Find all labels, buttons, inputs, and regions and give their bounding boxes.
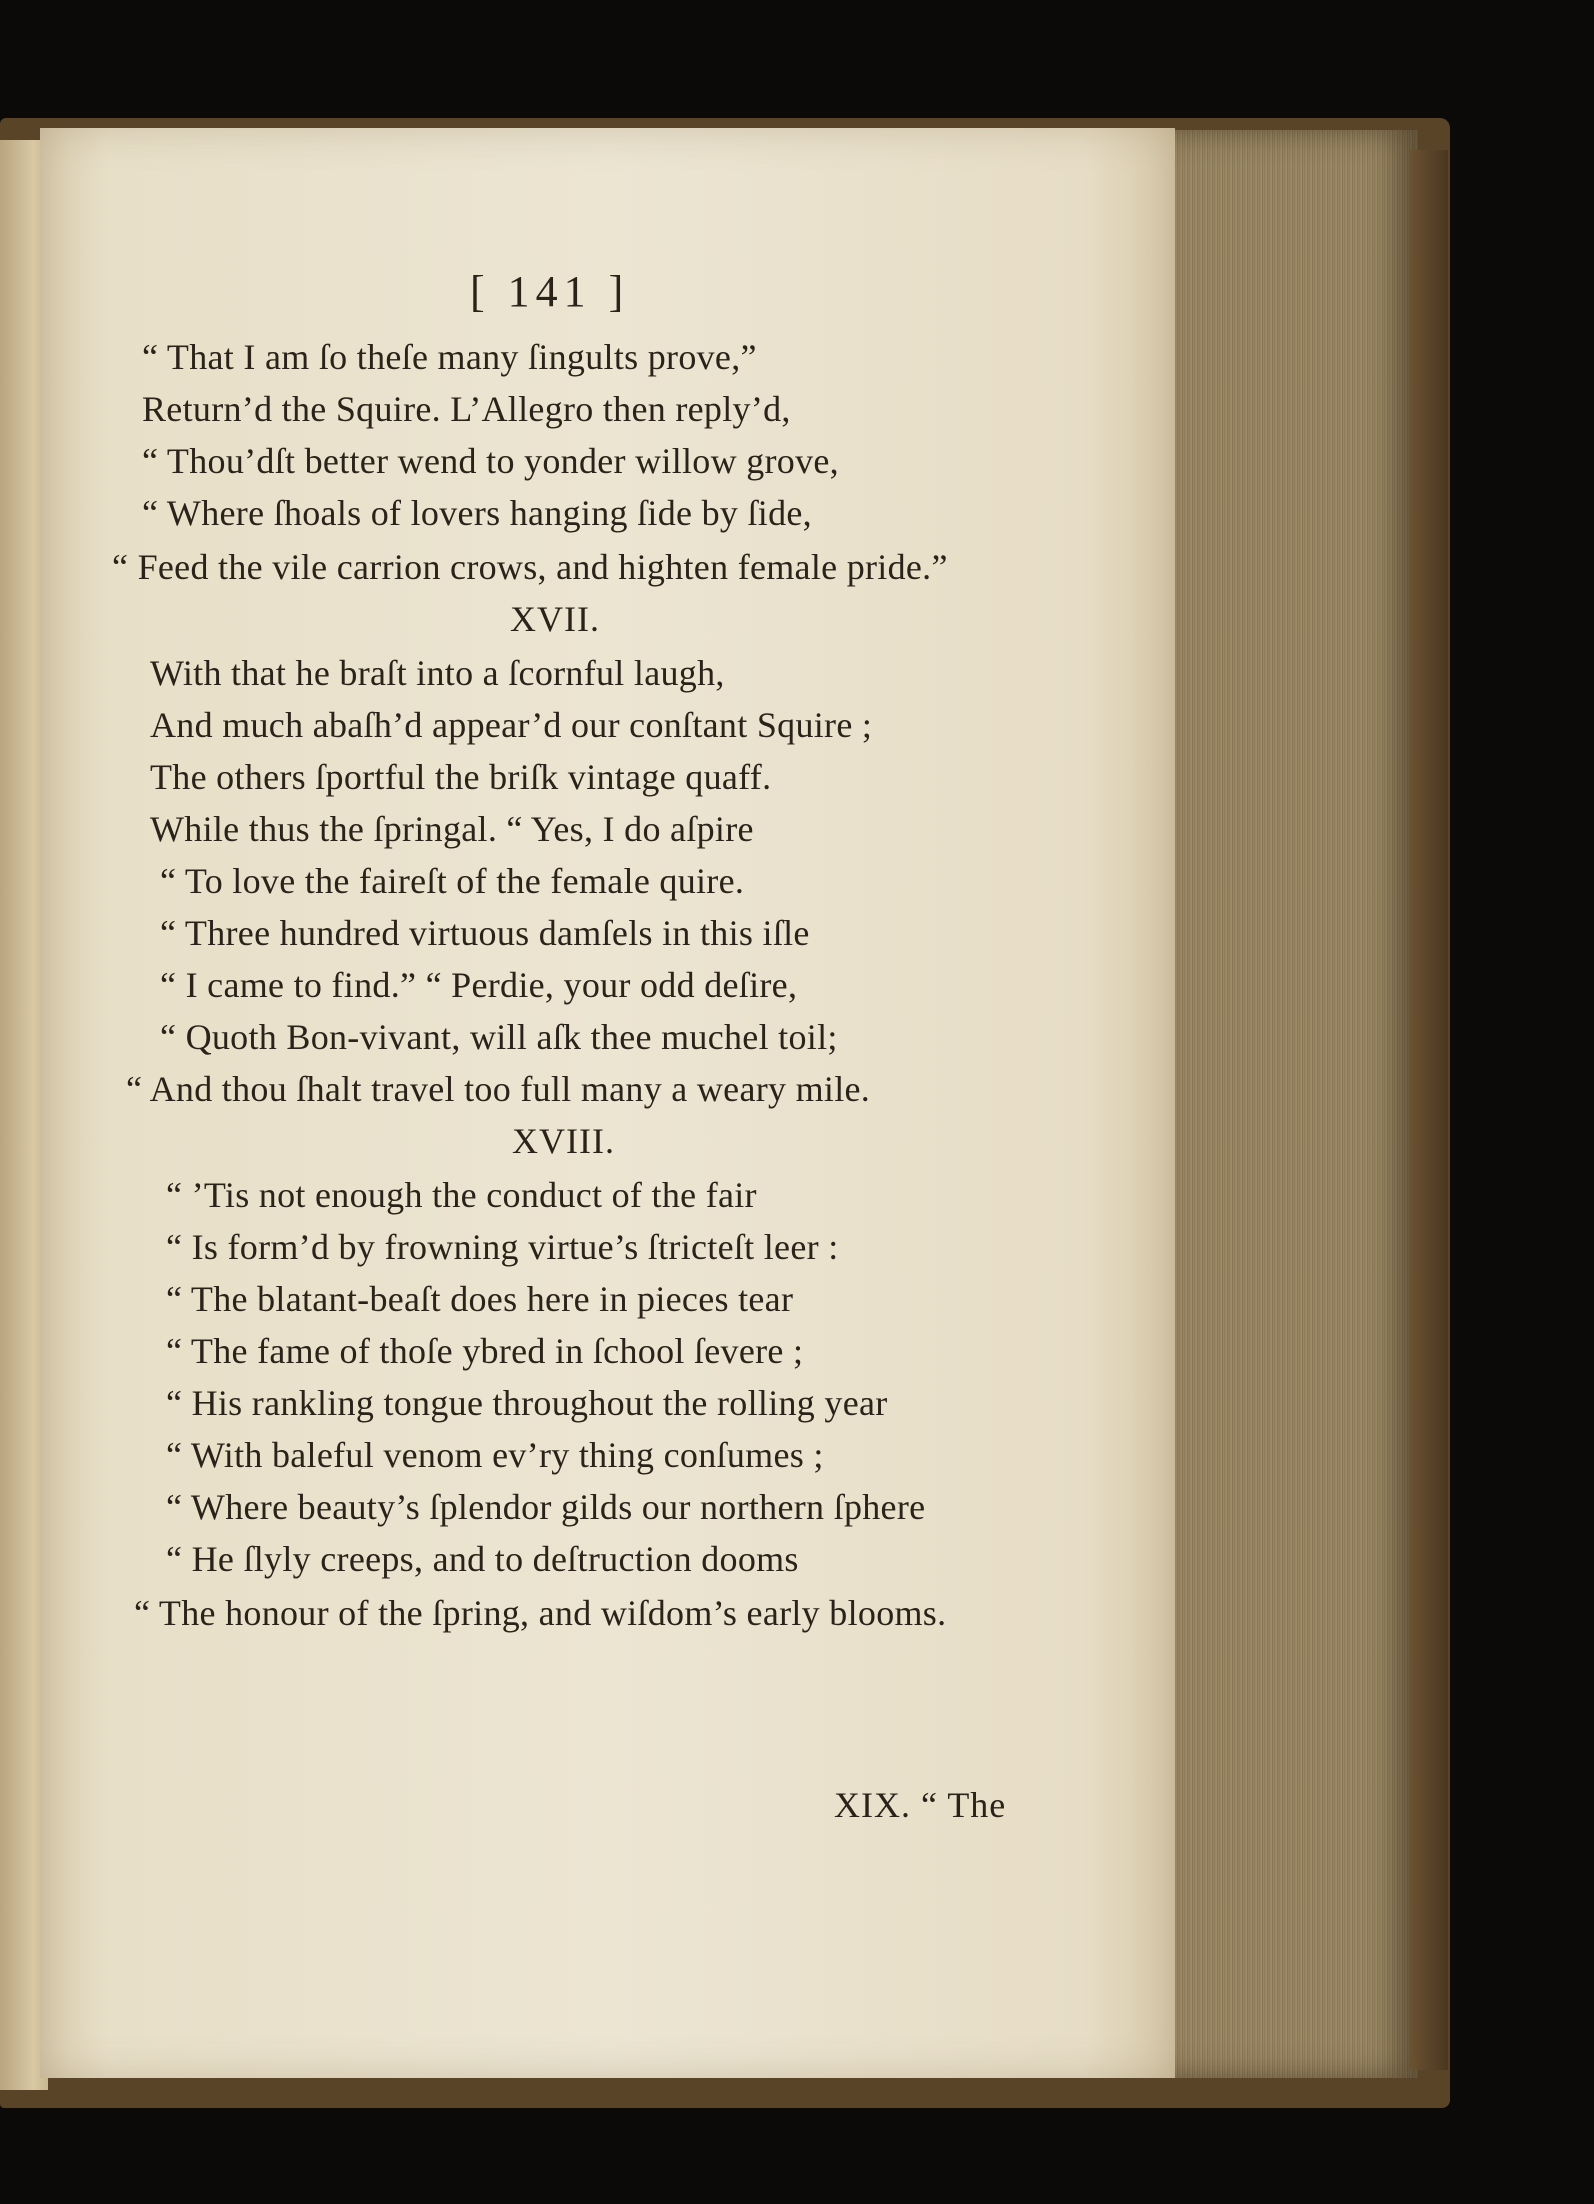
stanza-number: XVIII. — [512, 1121, 615, 1161]
verse-line: “ The honour of the ſpring, and wiſdom’s early blooms. — [134, 1593, 947, 1633]
verse-line: “ Quoth Bon-vivant, will aſk thee muchel toil; — [160, 1017, 838, 1057]
verse-line: “ And thou ſhalt travel too full many a weary mile. — [126, 1069, 871, 1109]
verse-line: “ To love the faireſt of the female quire. — [160, 861, 745, 901]
verse-line: Return’d the Squire. L’Allegro then reply’d, — [142, 389, 791, 429]
verse-line: “ The fame of thoſe ybred in ſchool ſevere ; — [166, 1331, 804, 1371]
stanza-number: XVII. — [510, 599, 600, 639]
verse-line: With that he braſt into a ſcornful laugh, — [150, 653, 725, 693]
verse-line: “ His rankling tongue throughout the rolling year — [166, 1383, 888, 1423]
verse-line: “ I came to find.” “ Perdie, your odd deſire, — [160, 965, 798, 1005]
verse-line: “ That I am ſo theſe many ſingults prove,” — [142, 337, 757, 377]
verse-line: “ Thou’dſt better wend to yonder willow grove, — [142, 441, 839, 481]
verse-line: “ Is form’d by frowning virtue’s ſtricteſt leer : — [166, 1227, 839, 1267]
verse-line: “ Feed the vile carrion crows, and highten female pride.” — [112, 547, 948, 587]
catchword: XIX. “ The — [834, 1785, 1007, 1825]
page-number: [ 141 ] — [470, 267, 630, 316]
verse-line: “ Where beauty’s ſplendor gilds our northern ſphere — [166, 1487, 926, 1527]
verse-line: “ The blatant-beaſt does here in pieces tear — [166, 1279, 794, 1319]
verse-line: The others ſportful the briſk vintage quaff. — [150, 757, 772, 797]
verse-line: “ He ſlyly creeps, and to deſtruction dooms — [166, 1539, 799, 1579]
verse-line: “ Three hundred virtuous damſels in this iſle — [160, 913, 810, 953]
verse-line: While thus the ſpringal. “ Yes, I do aſpire — [150, 809, 754, 849]
verse-line: “ Where ſhoals of lovers hanging ſide by ſide, — [142, 493, 812, 533]
verse-line: “ ’Tis not enough the conduct of the fair — [166, 1175, 757, 1215]
verse-line: “ With baleful venom ev’ry thing conſumes ; — [166, 1435, 824, 1475]
verse-line: And much abaſh’d appear’d our conſtant Squire ; — [150, 705, 873, 745]
